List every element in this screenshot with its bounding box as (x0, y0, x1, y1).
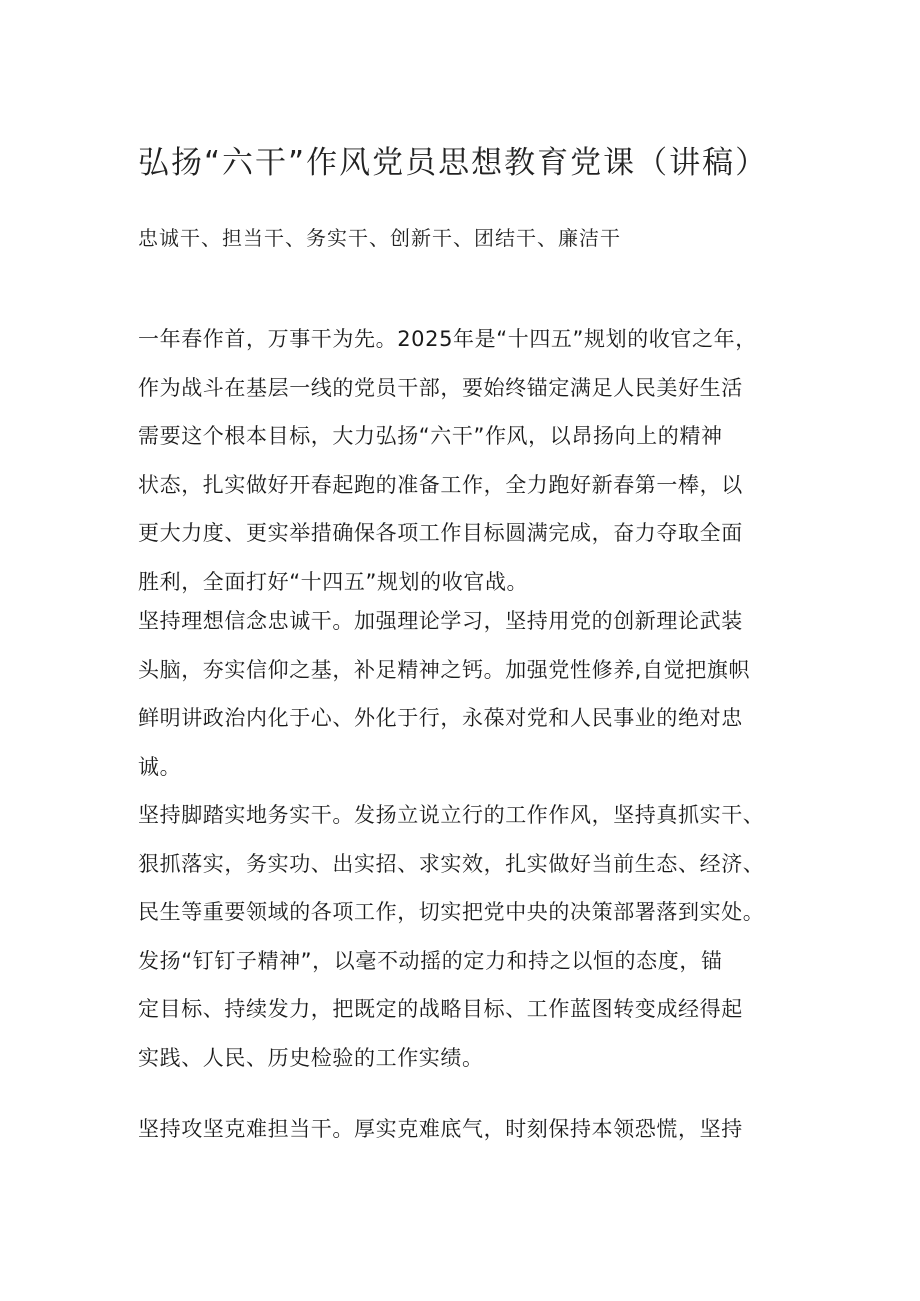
paragraph-line: 胜利，全面打好“十四五”规划的收官战。 (138, 569, 529, 594)
paragraph-intro (138, 315, 788, 606)
paragraph-line: 民生等重要领域的各项工作，切实把党中央的决策部署落到实处。 (138, 900, 765, 924)
paragraph-line: 头脑，夯实信仰之基，补足精神之钙。加强党性修养,自觉把旗帜 (138, 657, 751, 682)
paragraph-line: 更大力度、更实举措确保各项工作目标圆满完成，奋力夺取全面 (138, 521, 743, 545)
paragraph-line: 发扬“钉钉子精神”，以毫不动摇的定力和持之以恒的态度，锚 (138, 948, 723, 973)
document-title: 弘扬“六干”作风党员思想教育党课（讲稿） (138, 145, 769, 181)
paragraph-line: 状态，扎实做好开春起跑的准备工作，全力跑好新春第一棒，以 (138, 472, 743, 497)
paragraph-line: 诚。 (138, 754, 182, 779)
paragraph-line: 鲜明讲政治内化于心、外化于行，永葆对党和人民事业的绝对忠 (138, 706, 743, 730)
document-subtitle: 忠诚干、担当干、务实干、创新干、团结干、廉洁干 (138, 226, 621, 250)
paragraph-practical (138, 791, 788, 1082)
paragraph-line: 坚持攻坚克难担当干。厚实克难底气，时刻保持本领恐慌，坚持 (138, 1117, 743, 1141)
paragraph-line: 一年春作首，万事干为先。2025年是“十四五”规划的收官之年， (138, 327, 757, 351)
paragraph-responsibility (138, 1105, 788, 1154)
paragraph-line: 定目标、持续发力，把既定的战略目标、工作蓝图转变成经得起 (138, 997, 743, 1021)
paragraph-line: 坚持脚踏实地务实干。发扬立说立行的工作作风，坚持真抓实干、 (138, 803, 765, 827)
paragraph-line: 实践、人民、历史检验的工作实绩。 (138, 1045, 484, 1070)
paragraph-line: 坚持理想信念忠诚干。加强理论学习，坚持用党的创新理论武装 (138, 609, 743, 633)
paragraph-loyalty (138, 597, 788, 791)
paragraph-line: 作为战斗在基层一线的党员干部，要始终锚定满足人民美好生活 (138, 375, 743, 400)
paragraph-line: 狠抓落实，务实功、出实招、求实效，扎实做好当前生态、经济、 (138, 851, 765, 876)
paragraph-line: 需要这个根本目标，大力弘扬“六干”作风，以昂扬向上的精神 (138, 424, 723, 448)
